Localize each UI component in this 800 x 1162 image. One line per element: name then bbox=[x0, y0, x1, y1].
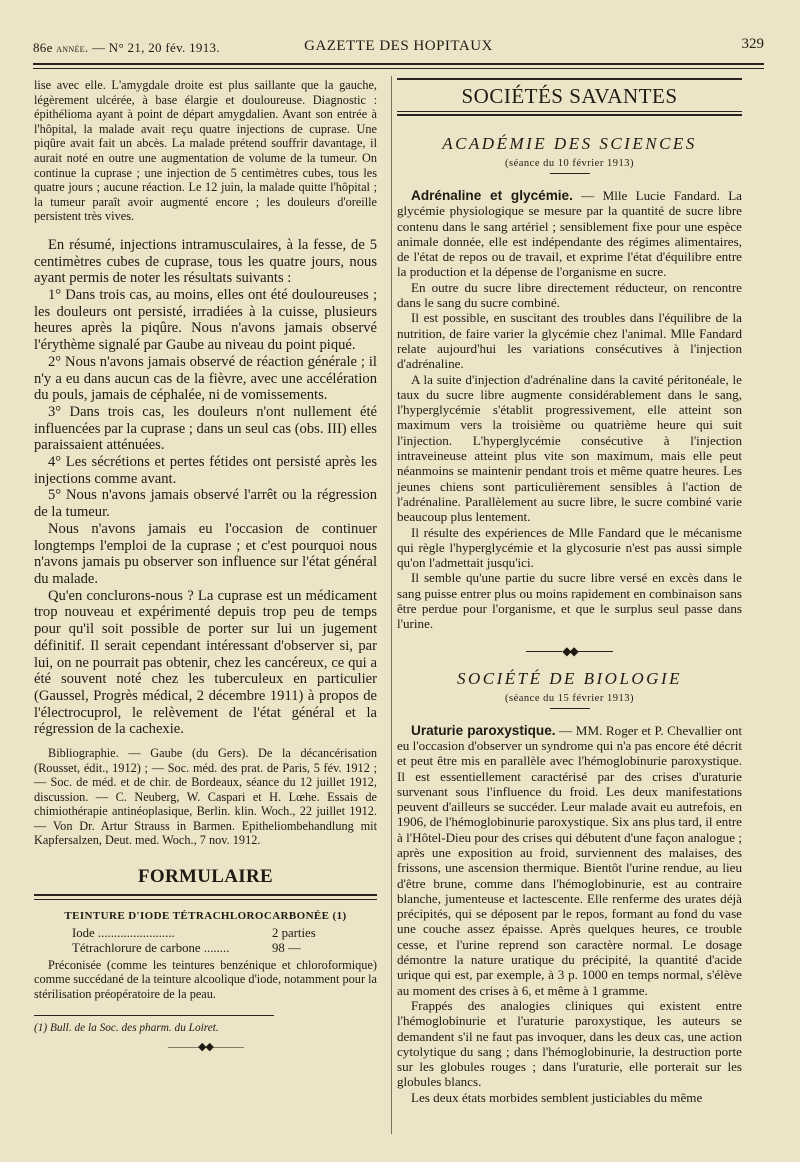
academie-title: ACADÉMIE DES SCIENCES bbox=[442, 134, 697, 153]
prescription-text: Préconisée (comme les teintures benzénique et chloroformique) comme succédané de la teinture alcoolique d'iode, notamment pour la stérilisation préopératoire de la peau. bbox=[34, 957, 377, 1001]
article-author: — MM. Roger et P. Chevallier bbox=[555, 722, 726, 738]
left-column bbox=[34, 78, 377, 1053]
section-rule-thick bbox=[397, 114, 742, 116]
header-rule-thin bbox=[33, 68, 764, 69]
header-rule bbox=[33, 63, 764, 65]
paragraph: Frappés des analogies cliniques qui existent entre l'hémoglobinurie et l'uraturie paroxystique, les auteurs se demandent s'il ne faut pas invoquer, dans les deux cas, une action cytolytique du sang ; dans l'hémoglobinurie, la destruction porte sur les globules rouges ; dans l'uraturie, elle porterait sur les globules blancs. bbox=[397, 997, 742, 1090]
journal-title: GAZETTE DES HOPITAUX bbox=[304, 38, 493, 54]
paragraph: Il est possible, en suscitant des troubles dans l'équilibre de la nutrition, de faire varier la glycémie chez l'animal. Mlle Fandard relate aujourd'hui les variations consécutives à l'injection d'adrénaline. bbox=[397, 310, 742, 372]
academie-article bbox=[397, 188, 742, 632]
paragraph: Les deux états morbides semblent justiciables du même bbox=[411, 1089, 703, 1105]
biologie-title: SOCIÉTÉ DE BIOLOGIE bbox=[456, 668, 683, 688]
short-rule bbox=[550, 173, 590, 174]
case-observation: lise avec elle. L'amygdale droite est plus saillante que la gauche, légèrement ulcérée, à base élargie et douloureuse. Diagnostic : épithélioma ayant à point de départ amygdalien. Avant son entrée à l'hôpital, la malade avait reçu quatre injections de cuprase. Une piqûre avait fait un abcès. La malade prétend souffrir davantage, il aurait noté en outre une augmentation de volume de la tumeur. On continue la cuprase ; une injection de 5 centimètres cubes, tous les quatre jours ; aucune réaction. Le 12 juin, la malade quitte l'hôpital ; la tumeur paraît avoir augmenté encore ; les douleurs d'oreille persistent très vives. bbox=[34, 78, 377, 224]
section-title: SOCIÉTÉS SAVANTES bbox=[461, 84, 678, 108]
formulaire-rule bbox=[34, 894, 377, 896]
short-rule bbox=[550, 708, 590, 709]
article-title: Uraturie paroxystique. bbox=[411, 722, 556, 738]
paragraph: 1° Dans trois cas, au moins, elles ont été douloureuses ; les douleurs ont persisté, irradiées à la cuisse, plusieurs heures après la piqûre. Nous n'avons jamais observé l'érythème signalé par Gaube au niveau du point piqué. bbox=[34, 287, 377, 354]
paragraph: Il semble qu'une partie du sucre libre versé en excès dans le sang puisse entrer plus ou moins rapidement en combinaison sans être perdue pour l'organisme, et que le surplus seul passe dans l'urine. bbox=[397, 570, 742, 632]
formulaire-rule-thin bbox=[34, 899, 377, 900]
paragraph: Qu'en conclurons-nous ? La cuprase est un médicament trop nouveau et expérimenté depuis trop peu de temps pour qu'il soit possible de porter sur lui un jugement définitif. Il serait cependant intéressant d'observer si, par lui, on ne pourrait pas obtenir, chez les cancéreux, ce qui a été souvent noté chez les tuberculeux en particulier (Gaussel, Progrès médical, 2 décembre 1911) à propos de l'électrocuprol, le relèvement de l'état général et la régression de la cachexie. bbox=[34, 587, 377, 738]
article-lead: ont eu l'occasion d'observer un syndrome qui n'a pas encore été décrit et peut être mis en parallèle avec l'hémoglobinurie paroxystique. Il est essentiellement caractérisé par des crises d'uraturie survenant sous l'influence du froid. Les deux manifestations peuvent d'ailleurs se succéder. Leur malade avait eu autrefois, en 1906, de l'hémoglobinurie paroxystique. Six ans plus tard, il entre à l'Hôtel-Dieu pour des crises qui débutent d'une façon analogue ; après une exposition au froid, surviennent des malaises, des frissons, une ascension thermique. Bientôt l'urine rendue, au lieu d'être brune, comme dans l'hémoglobinurie, est au contraire blanche, jumenteuse et lactescente. Elle renferme des urates déjà précipités, qui se déposent par le repos, formant au fond du vase une couche assez épaisse. Après quelques heures, ce trouble cesse, et l'urine reprend son caractère normal. Le dosage démontre la nature uratique du précipité, la quantité d'acide urique qui est, par exemple, à 3 p. 1000 en temps normal, s'élève au moment des crises à 6, et même à 1 gramme. bbox=[397, 722, 742, 998]
right-column bbox=[397, 78, 742, 1105]
recipe-title: TEINTURE D'IODE TÉTRACHLOROCARBONÉE (1) bbox=[64, 909, 347, 922]
section-rule bbox=[397, 78, 742, 80]
paragraph: A la suite d'injection d'adrénaline dans la cavité péritonéale, le taux du sucre libre augmente considérablement dans le sang, l'hyperglycémie s'établit progressivement, elle atteint son maximum vers la troisième ou quatrième heure qui suit l'injection. L'hyperglycémie consécutive à l'injection intraveineuse atteint plus vite son maximum, mais elle peut néanmoins se maintenir pendant trois et même quatre heures. Les jeunes chiens sont particulièrement sensibles à l'action de l'adrénaline. Parallèlement au sucre libre, le sucre combiné varie beaucoup plus lentement. bbox=[397, 371, 742, 525]
footnote-rule bbox=[34, 1015, 274, 1016]
paragraph: 4° Les sécrétions et pertes fétides ont persisté après les injections comme avant. bbox=[34, 454, 377, 487]
ingredient-row: Iode ........................ 2 parties bbox=[72, 925, 316, 940]
bibliography: Bibliographie. — Gaube (du Gers). De la décancérisation (Rousset, édit., 1912) ; — Soc. méd. des prat. de Paris, 5 fév. 1912 ; — Soc. de méd. et de chir. de Bordeaux, séance du 12 juillet 1912, discussion. — C. Neuberg, W. Caspari et H. Lœhe. Essais de chimiothérapie antinéoplasique, Berlin. klin. Woch., 22 juillet 1912. — Von Dr. Artur Strauss in Barmen. Epitheliombehandlung mit Kapfersalzen, Deut. med. Woch., 7 nov. 1912. bbox=[34, 746, 377, 848]
biologie-article bbox=[397, 723, 742, 1105]
paragraph: 3° Dans trois cas, les douleurs n'ont nullement été influencées par la cuprase ; dans un seul cas (obs. III) elles paraissaient atténuées. bbox=[34, 403, 377, 454]
paragraph: En résumé, injections intramusculaires, à la fesse, de 5 centimètres cubes de cuprase, tous les quatre jours, nous ayant permis de noter les résultats suivants : bbox=[34, 236, 377, 287]
summary-section bbox=[34, 237, 377, 738]
ingredient-row: Tétrachlorure de carbone ........ 98 — bbox=[72, 940, 301, 955]
ornament-divider: ———◆◆——— bbox=[168, 1041, 243, 1054]
formulaire-heading: FORMULAIRE bbox=[138, 865, 273, 887]
paragraph: En outre du sucre libre directement réducteur, on rencontre dans le sang du sucre combiné. bbox=[397, 279, 742, 311]
seance-date: (séance du 10 février 1913) bbox=[505, 158, 634, 169]
article-author: — Mlle Lucie Fandard. bbox=[572, 188, 729, 203]
footnote: (1) Bull. de la Soc. des pharm. du Loiret. bbox=[34, 1022, 219, 1035]
page-number: 329 bbox=[741, 36, 764, 52]
paragraph: 2° Nous n'avons jamais observé de réaction générale ; il n'y a eu dans aucun cas de la fièvre, avec une accélération du pouls, jamais de céphalée, ni de vomissements. bbox=[34, 353, 377, 404]
issue-line: 86e année. — N° 21, 20 fév. 1913. bbox=[33, 40, 220, 55]
running-header bbox=[33, 38, 764, 58]
article-lead: La glycémie physiologique se mesure par la quantité de sucre libre contenu dans le sang artériel ; sensiblement fixe pour une espèce animale donnée, elle est indépendante des régimes alimentaires, de l'état de repos ou de travail, et exprime l'état d'équilibre entre la production et la dépense de l'organisme en sucre. bbox=[397, 188, 742, 280]
section-rule-thin bbox=[397, 111, 742, 112]
paragraph: Il résulte des expériences de Mlle Fandard que le mécanisme qui règle l'hyperglycémie et la glycosurie n'est pas aussi simple qu'on l'admettait jusqu'ici. bbox=[397, 524, 742, 571]
article-title: Adrénaline et glycémie. bbox=[411, 188, 573, 203]
seance-date: (séance du 15 février 1913) bbox=[505, 692, 634, 704]
paragraph: Nous n'avons jamais eu l'occasion de continuer longtemps l'emploi de la cuprase ; et c'est pourquoi nous n'avons jamais pu observer son influence sur l'état général du malade. bbox=[34, 520, 377, 587]
paragraph: 5° Nous n'avons jamais observé l'arrêt ou la régression de la tumeur. bbox=[34, 487, 377, 521]
ornament-divider: ◆◆ bbox=[397, 644, 742, 659]
column-divider bbox=[391, 76, 392, 1134]
